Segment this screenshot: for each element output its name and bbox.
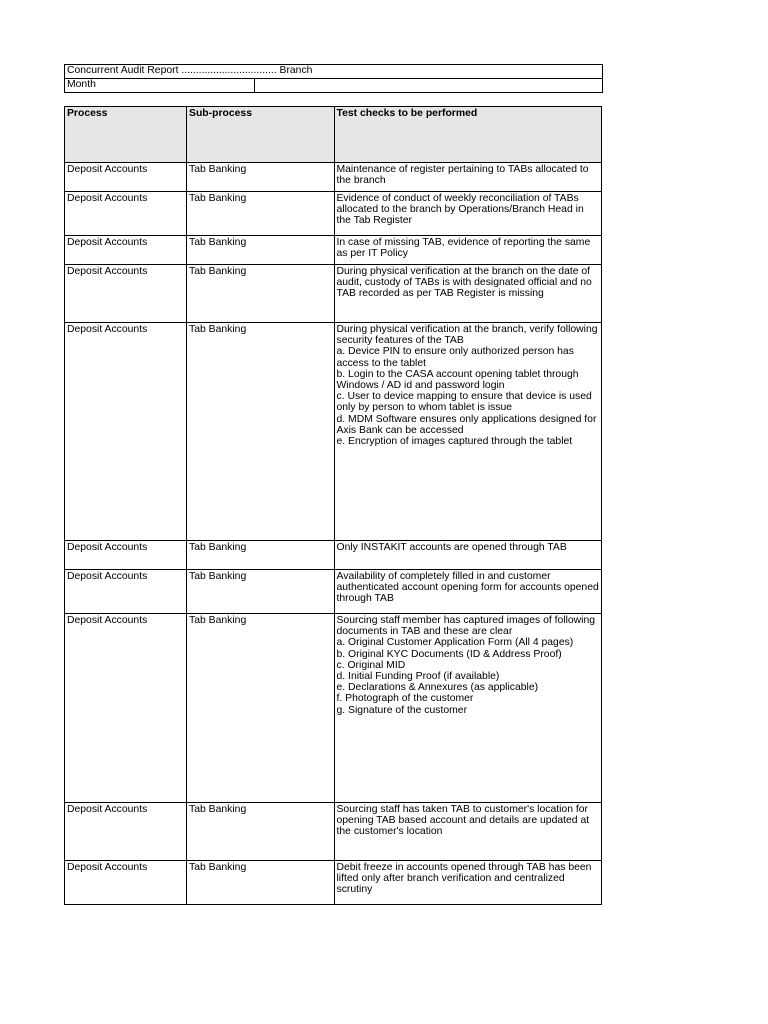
process-cell: Deposit Accounts — [65, 265, 187, 323]
subprocess-cell: Tab Banking — [187, 265, 334, 323]
process-cell: Deposit Accounts — [65, 236, 187, 265]
subprocess-cell: Tab Banking — [187, 803, 334, 861]
process-cell: Deposit Accounts — [65, 861, 187, 905]
subprocess-cell: Tab Banking — [187, 541, 334, 570]
check-cell: Sourcing staff member has captured images of following documents in TAB and these are clear a. Original Customer Application Form (All 4 pages) b. Original KYC Documents (ID & Address Proof) c. Original MID d. Initial Funding Proof (if available) e. Declarations & Annexures (as applicable) f. Photograph of the customer g. Signature of the customer — [334, 614, 602, 803]
process-cell: Deposit Accounts — [65, 323, 187, 541]
header-process: Process — [65, 107, 187, 163]
subprocess-cell: Tab Banking — [187, 614, 334, 803]
month-row — [65, 79, 603, 93]
check-cell: During physical verification at the branch, verify following security features of the TAB a. Device PIN to ensure only authorized person has access to the tablet b. Login to the CASA account opening tablet through Windows / AD id and password login c. User to device mapping to ensure that device is used only by person to whom tablet is issue d. MDM Software ensures only applications designed for Axis Bank can be accessed e. Encryption of images captured through the tablet — [334, 323, 602, 541]
month-value — [255, 79, 603, 93]
check-cell: In case of missing TAB, evidence of reporting the same as per IT Policy — [334, 236, 602, 265]
check-cell: Sourcing staff has taken TAB to customer's location for opening TAB based account and details are updated at the customer's location — [334, 803, 602, 861]
process-cell: Deposit Accounts — [65, 541, 187, 570]
check-cell: Debit freeze in accounts opened through TAB has been lifted only after branch verification and centralized scrutiny — [334, 861, 602, 905]
report-header-table — [64, 64, 603, 93]
subprocess-cell: Tab Banking — [187, 861, 334, 905]
check-cell: Only INSTAKIT accounts are opened through TAB — [334, 541, 602, 570]
table-header-row — [65, 107, 602, 163]
subprocess-cell: Tab Banking — [187, 192, 334, 236]
table-row — [65, 163, 602, 192]
table-row — [65, 192, 602, 236]
check-cell: During physical verification at the branch on the date of audit, custody of TABs is with designated official and no TAB recorded as per TAB Register is missing — [334, 265, 602, 323]
audit-sheet — [64, 64, 604, 905]
subprocess-cell: Tab Banking — [187, 570, 334, 614]
table-row — [65, 861, 602, 905]
month-label: Month — [65, 79, 255, 93]
table-row — [65, 323, 602, 541]
table-row — [65, 541, 602, 570]
process-cell: Deposit Accounts — [65, 163, 187, 192]
report-title-row — [65, 65, 603, 79]
header-subprocess: Sub-process — [187, 107, 334, 163]
subprocess-cell: Tab Banking — [187, 323, 334, 541]
report-title: Concurrent Audit Report ................................. Branch — [65, 65, 603, 79]
check-cell: Maintenance of register pertaining to TABs allocated to the branch — [334, 163, 602, 192]
subprocess-cell: Tab Banking — [187, 163, 334, 192]
table-row — [65, 570, 602, 614]
process-cell: Deposit Accounts — [65, 570, 187, 614]
table-row — [65, 265, 602, 323]
subprocess-cell: Tab Banking — [187, 236, 334, 265]
table-row — [65, 803, 602, 861]
audit-checks-table — [64, 106, 602, 905]
table-row — [65, 614, 602, 803]
check-cell: Evidence of conduct of weekly reconciliation of TABs allocated to the branch by Operations/Branch Head in the Tab Register — [334, 192, 602, 236]
header-test-checks: Test checks to be performed — [334, 107, 602, 163]
table-row — [65, 236, 602, 265]
process-cell: Deposit Accounts — [65, 614, 187, 803]
process-cell: Deposit Accounts — [65, 192, 187, 236]
check-cell: Availability of completely filled in and customer authenticated account opening form for accounts opened through TAB — [334, 570, 602, 614]
process-cell: Deposit Accounts — [65, 803, 187, 861]
